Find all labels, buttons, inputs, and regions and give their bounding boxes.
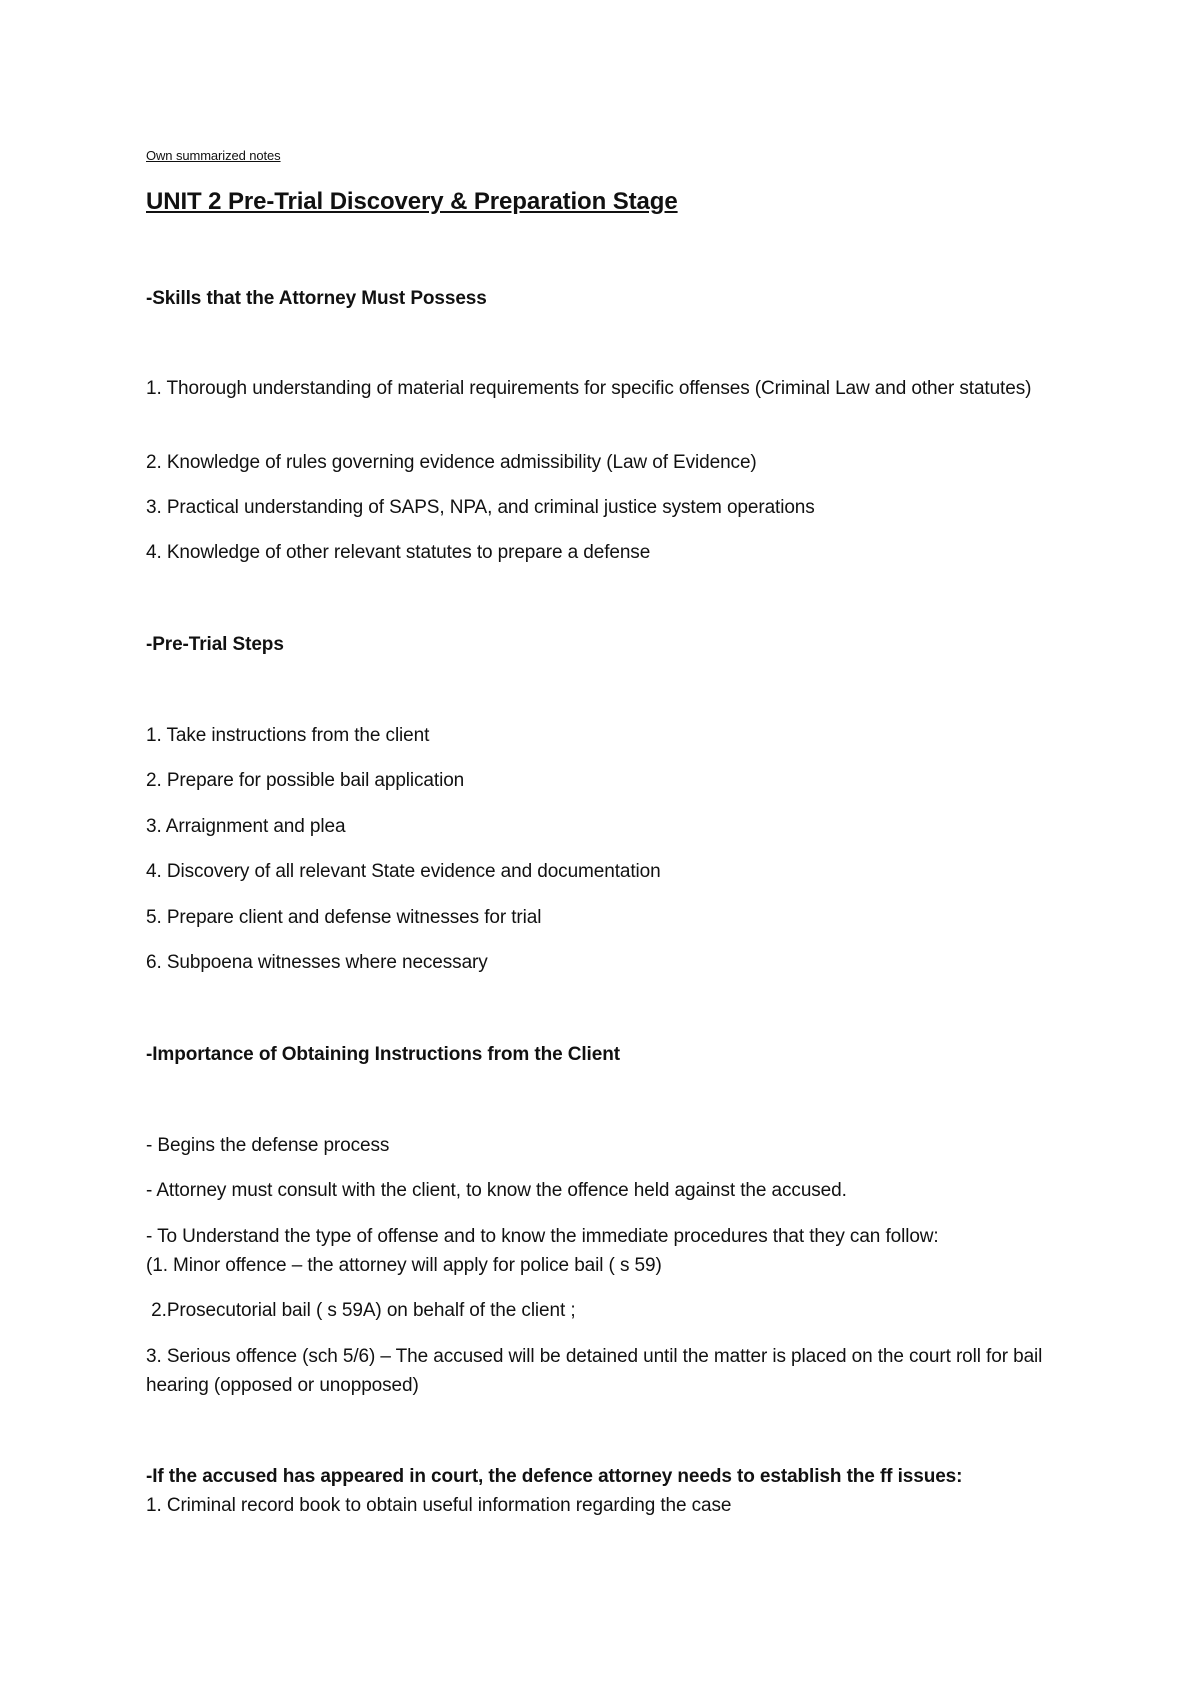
instructions-line-2: - Attorney must consult with the client, to know the offence held against the accused. bbox=[146, 1180, 847, 1201]
steps-item-4: 4. Discovery of all relevant State evidence and documentation bbox=[146, 861, 661, 882]
instructions-line-4: (1. Minor offence – the attorney will apply for police bail ( s 59) bbox=[146, 1255, 662, 1276]
skills-item-1: 1. Thorough understanding of material requirements for specific offenses (Criminal Law and other statutes) bbox=[146, 378, 1032, 399]
steps-item-1: 1. Take instructions from the client bbox=[146, 725, 430, 746]
instructions-line-3: - To Understand the type of offense and to know the immediate procedures that they can follow: bbox=[146, 1226, 939, 1247]
steps-item-2: 2. Prepare for possible bail application bbox=[146, 770, 465, 791]
instructions-heading: -Importance of Obtaining Instructions from the Client bbox=[146, 1044, 620, 1065]
steps-item-3: 3. Arraignment and plea bbox=[146, 816, 346, 837]
skills-item-3: 3. Practical understanding of SAPS, NPA, and criminal justice system operations bbox=[146, 497, 815, 518]
page-title: UNIT 2 Pre-Trial Discovery & Preparation Stage bbox=[146, 188, 678, 215]
steps-item-5: 5. Prepare client and defense witnesses for trial bbox=[146, 907, 542, 928]
skills-item-2: 2. Knowledge of rules governing evidence admissibility (Law of Evidence) bbox=[146, 452, 757, 473]
steps-heading: -Pre-Trial Steps bbox=[146, 634, 284, 655]
instructions-line-5: 2.Prosecutorial bail ( s 59A) on behalf of the client ; bbox=[146, 1300, 576, 1321]
instructions-line-1: - Begins the defense process bbox=[146, 1135, 390, 1156]
skills-heading: -Skills that the Attorney Must Possess bbox=[146, 288, 487, 309]
instructions-line-6: 3. Serious offence (sch 5/6) – The accused will be detained until the matter is placed on the court roll for bail hearing (opposed or unopposed) bbox=[146, 1346, 1043, 1396]
steps-item-6: 6. Subpoena witnesses where necessary bbox=[146, 952, 488, 973]
note-label: Own summarized notes bbox=[146, 148, 281, 163]
appeared-heading: -If the accused has appeared in court, the defence attorney needs to establish the ff issues: bbox=[146, 1466, 963, 1487]
appeared-item-1: 1. Criminal record book to obtain useful information regarding the case bbox=[146, 1495, 732, 1516]
skills-item-4: 4. Knowledge of other relevant statutes to prepare a defense bbox=[146, 542, 651, 563]
